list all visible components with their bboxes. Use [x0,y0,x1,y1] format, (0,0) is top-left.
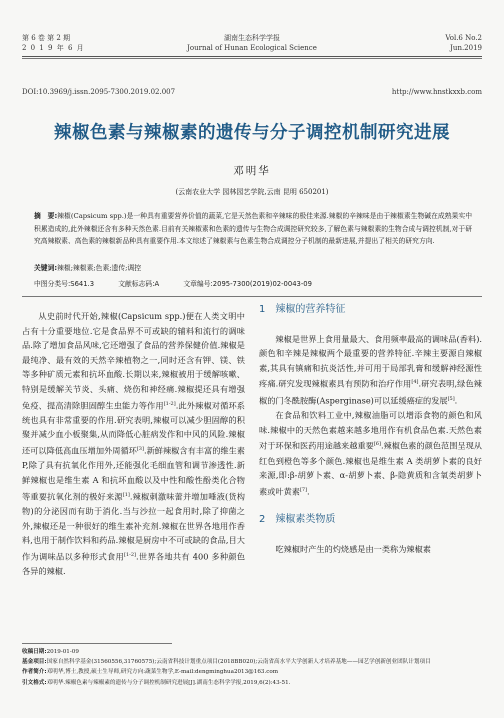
right-column [259,303,482,556]
doi: DOI:10.3969/j.issn.2095-7300.2019.02.007 [22,88,176,96]
citation: [1] [122,491,130,498]
citation: [4] [411,379,419,386]
citation: [6] [373,441,381,448]
classification-line [34,278,472,288]
abstract-label: 摘 要: [34,212,58,220]
article-number: 文章编号:2095-7300(2019)02-0043-09 [183,280,312,288]
abstract-text: 辣椒(Capsicum spp.)是一种具有重要营养价值的蔬菜,它是天然色素和辛辣味的极佳来源.辣椒的辛辣味是由于辣椒素生物碱在成熟果实中积累造成的,此外辣椒还含有多种天然色素.目前有关辣椒素和色素的遗传与生物合成调控研究较多,了解色素与辣椒素的生物合成与调控机制,对于研究高辣椒素、高色素的辣椒新品种具有重要作用.本文综述了辣椒素与色素生物合成调控分子机制的最新进展,并提出了相关的研究方向. [34,212,473,245]
keywords-text: 辣椒;辣椒素;色素;遗传;调控 [57,264,142,272]
journal-url: http://www.hnstkxxb.com [391,88,482,96]
paragraph: 在食品和饮料工业中,辣椒油脂可以增添食物的颜色和风味.辣椒中的天然色素越来越多地用作有机食品色素.天然色素对于环保和医药用途越来越重要[6].辣椒色素的颜色范围呈现从红色到橙色等多个颜色.辣椒也是维生素 A 类胡萝卜素的良好来源,即:β-胡萝卜素、α-胡萝卜素、β-隐黄质和含氧类胡萝卜素或叶黄素[7]. [259,410,482,497]
document-code: 文献标志码:A [118,280,160,288]
abstract [34,210,472,248]
citation: [5] [447,395,455,402]
header-rule [22,56,482,57]
paragraph: 吃辣椒时产生的灼烧感是由一类称为辣椒素 [275,543,431,554]
affiliation: (云南农业大学 园林园艺学院,云南 昆明 650201) [175,188,329,196]
received-date: 收稿日期:2019-01-09 [22,649,79,655]
citation: [3] [136,446,144,453]
journal-name-en: Journal of Hunan Ecological Science [187,44,317,52]
intro-paragraph: 从史前时代开始,辣椒(Capsicum spp.)便在人类文明中占有十分重要地位.它是食品界不可或缺的辅料和流行的调味品.除了增加食品风味,它还增强了食品的营养保健价值.辣椒是最纯净、最有效的天然辛辣植物之一,同时还含有钾、镁、铁等多种矿质元素和抗坏血酸.长期以来,辣椒被用于缓解咳嗽、特别是缓解关节炎、头痛、烧伤和神经痛.辣椒提还具有增强免疫、提高清除胆固醇生虫能力等作用[1-2].此外辣椒对循环系统也具有非常重要的作用.研究表明,辣椒可以减少胆固醇的积聚并减少血小板聚集,从而降低心脏病发作和中风的风险.辣椒还可以降低高血压增加外周循环[3].新鲜辣椒含有丰富的维生素 P,除了具有抗氧化作用外,还能强化毛细血管和调节渗透性.新鲜辣椒也是维生素 A 和抗坏血酸以及中性和酸性酚类化合物等重要抗氧化剂的极好来源[1].辣椒刺激味蕾并增加唾液(货构物)的分泌因而有助于消化.当与沙拉一起食用时,除了抑菌之外,辣椒还是一种很好的维生素补充剂.辣椒在世界各地用作香料,也用于制作饮料和药品.辣椒是厨房中不可或缺的食品,目大作为调味品以多种形式食用[1-2].世界各地共有 400 多种颜色各异的辣椒. [22,311,245,577]
citation: [7] [299,486,308,493]
citation: [1-2] [163,400,176,407]
fund-info: 基金项目:国家自然科学基金(31560556,31760575);云南省科技计划重点项目(2018BB020);云南省高水平大学创新人才培养基地——园艺学创新创业团队计划项目 [22,659,431,666]
keywords-label: 关键词: [34,264,58,272]
section-heading-1: 1 辣椒的营养特征 [259,304,346,315]
header-rule-thin [22,58,482,59]
abstract-rule [22,296,482,297]
date-label: 2 0 1 9 年 6 月 [22,44,85,52]
author-name: 邓明华 [233,165,271,177]
article-title: 辣椒色素与辣椒素的遗传与分子调控机制研究进展 [54,123,450,143]
footnote-rule [22,643,172,644]
footnote [22,647,482,688]
clc-number: 中图分类号:S641.3 [34,280,95,288]
volume-label: 第 6 卷 第 2 期 [22,34,71,42]
paragraph: 辣椒是世界上食用量最大、食用频率最高的调味品(香料).颜色和辛辣是辣椒两个最重要的营养特征.辛辣主要源自辣椒素,其具有镇痛和抗炎活性,并可用于局部乳膏和缓解神经源性疼痛.研究发现辣椒素具有预防和治疗作用[4].研究表明,绿色辣椒的门冬酰胺酶(Asperginase)可以延缓癌症的发展[5]. [259,333,482,406]
keywords [34,262,472,272]
citation-format: 引文格式:邓明华.辣椒色素与辣椒素的遗传与分子调控机制研究进展[J].湖南生态科学学报,2019,6(2):43-51. [22,679,291,686]
volume-label-en: Vol.6 No.2 [445,34,482,42]
date-label-en: Jun.2019 [450,44,482,52]
left-column [22,309,245,579]
section-heading-2: 2 辣椒素类物质 [259,514,336,526]
author-info: 作者简介:邓明华,博士,教授,硕士生导师,研究方向:蔬菜生物学,E-mail:dengminghua2013@163.com [22,669,279,676]
citation: [1-2] [124,551,136,558]
journal-name-cn: 湖南生态科学学报 [224,34,280,42]
